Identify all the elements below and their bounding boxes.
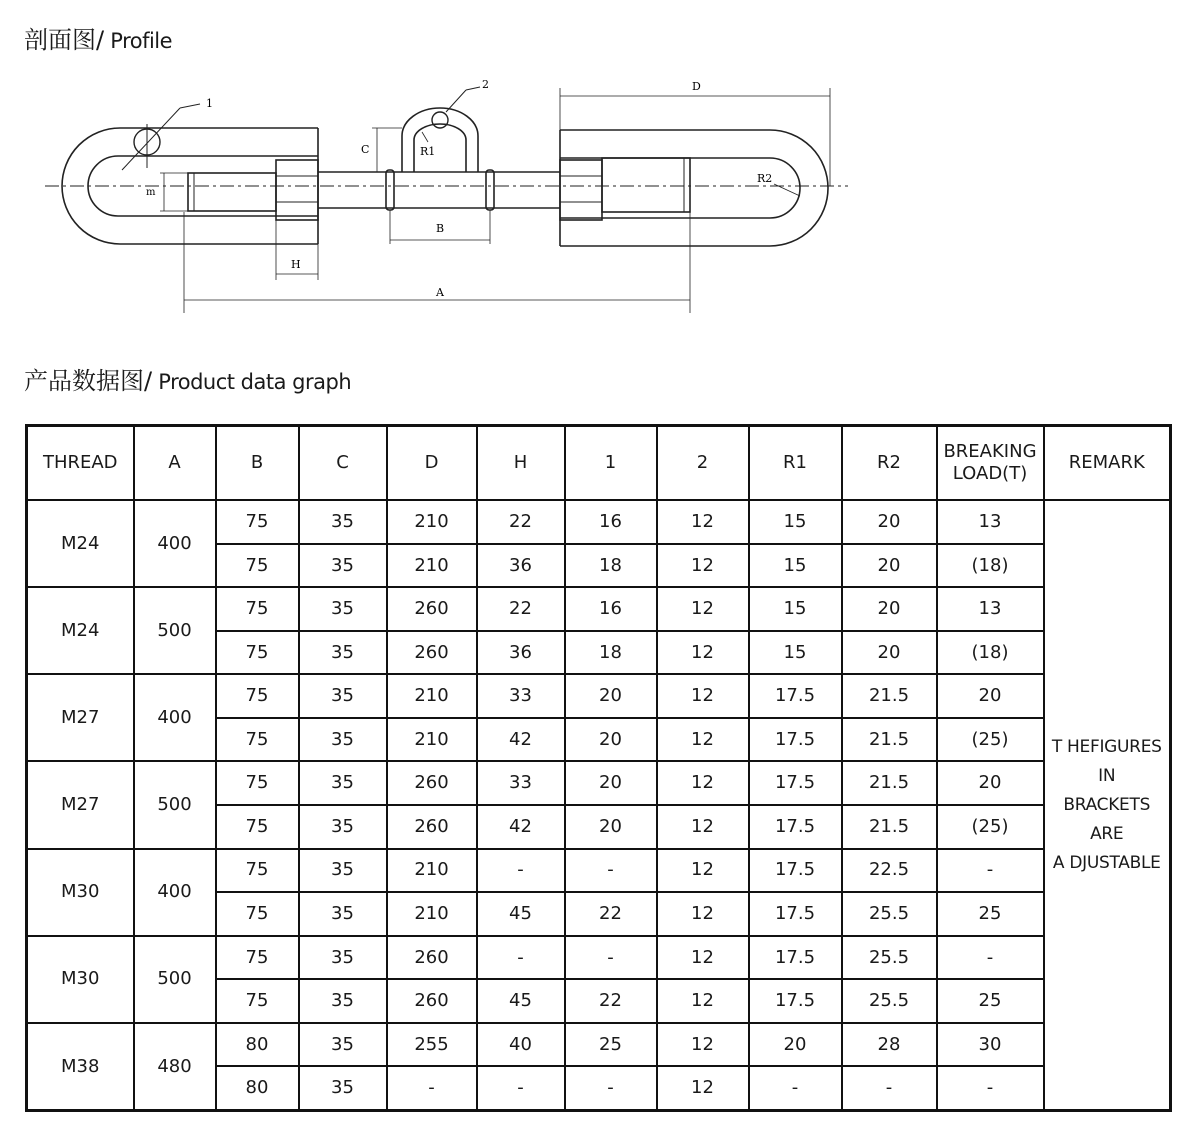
cell-breaking-load: 25 [937,979,1044,1023]
cell-d: 210 [387,674,477,718]
cell-r2: 22.5 [842,849,937,893]
cell-1: 25 [565,1023,657,1067]
cell-r2: 21.5 [842,761,937,805]
product-data-table [25,424,1172,1112]
cell-breaking-load: (25) [937,718,1044,762]
cell-c: 35 [299,544,387,588]
cell-h: - [477,849,565,893]
cell-h: 45 [477,892,565,936]
cell-d: 260 [387,761,477,805]
profile-drawing [0,70,1190,330]
cell-r1: 20 [749,1023,842,1067]
cell-r1: 15 [749,631,842,675]
cell-r2: 25.5 [842,979,937,1023]
cell-d: 210 [387,892,477,936]
cell-d: 260 [387,979,477,1023]
cell-c: 35 [299,761,387,805]
cell-r1: 15 [749,544,842,588]
header-a: A [134,426,216,501]
cell-r1: 15 [749,500,842,544]
cell-thread: M38 [27,1023,134,1111]
remark-line: T HEFIGURES [1051,736,1162,757]
cell-c: 35 [299,500,387,544]
table-row [27,936,1171,980]
cell-breaking-load: 30 [937,1023,1044,1067]
cell-2: 12 [657,718,749,762]
remark-line: A DJUSTABLE [1052,852,1161,873]
header-b: B [216,426,299,501]
cell-b: 75 [216,849,299,893]
cell-1: - [565,936,657,980]
cell-2: 12 [657,805,749,849]
cell-r2: 20 [842,587,937,631]
cell-a: 480 [134,1023,216,1111]
cell-r2: 21.5 [842,718,937,762]
cell-d: 210 [387,500,477,544]
cell-a: 500 [134,761,216,848]
cell-remark [1044,500,1171,1111]
cell-d: 255 [387,1023,477,1067]
right-stud [602,158,690,212]
cell-thread: M27 [27,761,134,848]
cell-b: 75 [216,718,299,762]
cell-1: - [565,849,657,893]
header-2: 2 [657,426,749,501]
cell-breaking-load: - [937,936,1044,980]
cell-r2: 21.5 [842,674,937,718]
cell-h: 42 [477,718,565,762]
cell-r1: 17.5 [749,761,842,805]
cell-r2: 25.5 [842,936,937,980]
dim-h-label: H [291,258,301,271]
cell-2: 12 [657,674,749,718]
cell-c: 35 [299,587,387,631]
cell-thread: M30 [27,849,134,936]
table-row [27,1023,1171,1067]
header-1: 1 [565,426,657,501]
cell-thread: M27 [27,674,134,761]
cell-b: 75 [216,761,299,805]
remark-line: ARE [1090,823,1124,844]
cell-h: 40 [477,1023,565,1067]
table-row [27,849,1171,893]
cell-r1: - [749,1066,842,1110]
cell-1: 20 [565,761,657,805]
cell-breaking-load: 13 [937,500,1044,544]
data-title-en: Product data graph [152,370,352,394]
cell-a: 400 [134,500,216,587]
cell-c: 35 [299,805,387,849]
cell-r2: - [842,1066,937,1110]
r2-label: R2 [757,172,773,185]
cell-2: 12 [657,761,749,805]
cell-b: 75 [216,544,299,588]
right-nut [560,160,602,220]
profile-section-title [24,20,172,55]
cell-1: 20 [565,674,657,718]
cell-c: 35 [299,849,387,893]
cell-h: 33 [477,761,565,805]
table-row [27,674,1171,718]
cell-1: 22 [565,892,657,936]
cell-r2: 20 [842,500,937,544]
cell-r2: 20 [842,631,937,675]
left-stud [188,173,276,211]
header-r1: R1 [749,426,842,501]
table-row [27,500,1171,544]
table-header-row [27,426,1171,501]
cell-1: - [565,1066,657,1110]
cell-breaking-load: 20 [937,761,1044,805]
cell-c: 35 [299,979,387,1023]
rod-collar-right [486,170,494,210]
cell-r2: 28 [842,1023,937,1067]
header-remark: REMARK [1044,426,1171,501]
cell-d: 210 [387,849,477,893]
cell-1: 22 [565,979,657,1023]
cell-h: - [477,1066,565,1110]
callout-2-marker [432,112,448,128]
cell-b: 75 [216,805,299,849]
cell-d: 260 [387,936,477,980]
cell-breaking-load: - [937,1066,1044,1110]
callout-2-leader [446,90,466,112]
cell-1: 16 [565,500,657,544]
header-load-line: LOAD(T) [952,463,1028,484]
callout-2-leader [466,87,480,90]
cell-d: 260 [387,631,477,675]
right-eye-inner [560,158,800,218]
cell-2: 12 [657,500,749,544]
cell-h: 22 [477,500,565,544]
cell-h: 45 [477,979,565,1023]
cell-breaking-load: (25) [937,805,1044,849]
dim-b-label: B [436,222,445,235]
cell-breaking-load: 20 [937,674,1044,718]
header-h: H [477,426,565,501]
header-c: C [299,426,387,501]
cell-a: 500 [134,587,216,674]
table-body [27,500,1171,1111]
cell-1: 18 [565,631,657,675]
cell-r1: 17.5 [749,936,842,980]
cell-2: 12 [657,979,749,1023]
cell-b: 80 [216,1066,299,1110]
header-thread: THREAD [27,426,134,501]
remark-line: IN [1098,765,1116,786]
cell-a: 400 [134,674,216,761]
cell-2: 12 [657,631,749,675]
cell-c: 35 [299,936,387,980]
callout-1-leader [180,104,200,108]
table-row [27,587,1171,631]
cell-h: 36 [477,631,565,675]
cell-c: 35 [299,1066,387,1110]
callout-2-label: 2 [482,78,489,91]
cell-d: 260 [387,805,477,849]
cell-breaking-load: - [937,849,1044,893]
cell-r1: 15 [749,587,842,631]
cell-r2: 25.5 [842,892,937,936]
cell-d: 210 [387,718,477,762]
cell-h: - [477,936,565,980]
cell-1: 20 [565,718,657,762]
cell-2: 12 [657,544,749,588]
cell-breaking-load: 25 [937,892,1044,936]
cell-c: 35 [299,718,387,762]
rod-collar-left [386,170,394,210]
callout-1-leader [122,108,180,170]
cell-2: 12 [657,587,749,631]
cell-2: 12 [657,1066,749,1110]
r1-label: R1 [420,145,436,158]
header-breaking-line: BREAKING [943,441,1037,463]
cell-r1: 17.5 [749,979,842,1023]
cell-d: 260 [387,587,477,631]
profile-title-en: Profile [104,29,173,53]
left-nut [276,160,318,220]
profile-title-cn: 剖面图/ [24,26,105,54]
callout-1-label: 1 [206,97,213,110]
cell-b: 75 [216,674,299,718]
r1-leader [422,132,428,142]
cell-breaking-load: (18) [937,544,1044,588]
remark-line: BRACKETS [1063,794,1151,815]
table-row [27,761,1171,805]
cell-b: 75 [216,936,299,980]
cell-c: 35 [299,892,387,936]
cell-thread: M24 [27,587,134,674]
cell-h: 22 [477,587,565,631]
header-r2: R2 [842,426,937,501]
dim-c-label: C [361,143,370,156]
cell-b: 75 [216,587,299,631]
cell-b: 80 [216,1023,299,1067]
data-section-title [24,361,351,396]
cell-2: 12 [657,936,749,980]
cell-1: 16 [565,587,657,631]
cell-d: 210 [387,544,477,588]
data-title-cn: 产品数据图/ [24,367,153,395]
cell-c: 35 [299,674,387,718]
cell-b: 75 [216,631,299,675]
cell-b: 75 [216,979,299,1023]
cell-thread: M30 [27,936,134,1023]
cell-c: 35 [299,1023,387,1067]
cell-c: 35 [299,631,387,675]
cell-b: 75 [216,500,299,544]
cell-r1: 17.5 [749,718,842,762]
dim-d-label: D [692,80,701,93]
cell-r2: 21.5 [842,805,937,849]
dim-m-label: m [146,187,156,198]
cell-2: 12 [657,892,749,936]
right-eye-outer [560,130,828,246]
cell-breaking-load: (18) [937,631,1044,675]
cell-r2: 20 [842,544,937,588]
cell-h: 36 [477,544,565,588]
dim-a-label: A [436,286,444,299]
cell-a: 500 [134,936,216,1023]
cell-a: 400 [134,849,216,936]
cell-r1: 17.5 [749,805,842,849]
cell-d: - [387,1066,477,1110]
cell-h: 33 [477,674,565,718]
cell-1: 20 [565,805,657,849]
cell-h: 42 [477,805,565,849]
cell-1: 18 [565,544,657,588]
header-d: D [387,426,477,501]
cell-r1: 17.5 [749,674,842,718]
cell-breaking-load: 13 [937,587,1044,631]
cell-thread: M24 [27,500,134,587]
header-breaking-load [937,426,1044,501]
cell-b: 75 [216,892,299,936]
cell-r1: 17.5 [749,892,842,936]
cell-2: 12 [657,849,749,893]
cell-r1: 17.5 [749,849,842,893]
cell-2: 12 [657,1023,749,1067]
